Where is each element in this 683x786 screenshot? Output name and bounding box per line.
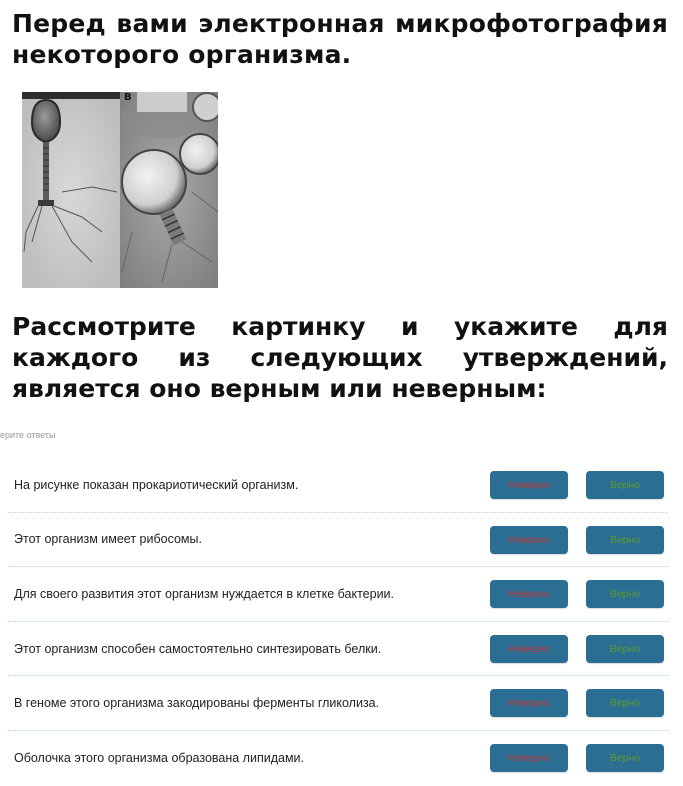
true-button[interactable]: Верно [586,744,664,772]
figure-label: В [124,92,132,103]
statement-row [8,567,668,622]
false-button[interactable]: Неверно [490,689,568,717]
statement-text: Для своего развития этот организм нуждается в клетке бактерии. [14,586,395,601]
true-button[interactable]: Верно [586,580,664,608]
statement-row [8,731,668,786]
statement-row [8,458,668,513]
hint-text: ерите ответы [0,430,56,440]
statement-text: Оболочка этого организма образована липидами. [14,751,304,766]
false-button[interactable]: Неверно [490,635,568,663]
statement-text: В геноме этого организма закодированы ферменты гликолиза. [14,696,380,711]
question-text: Рассмотрите картинку и укажите для каждого из следующих утверждений, является оно верным или неверным: [12,312,668,403]
false-button[interactable]: Неверно [490,471,568,499]
statements-list [8,458,668,786]
bacteriophage-micrograph [22,92,218,288]
statement-row [8,676,668,731]
statement-row [8,513,668,568]
statement-text: Этот организм способен самостоятельно синтезировать белки. [14,641,382,656]
true-button[interactable]: Верно [586,635,664,663]
false-button[interactable]: Неверно [490,580,568,608]
false-button[interactable]: Неверно [490,526,568,554]
true-button[interactable]: Верно [586,526,664,554]
intro-text: Перед вами электронная микрофотография некоторого организма. [12,9,668,69]
micrograph-image [22,92,218,288]
statement-row [8,622,668,677]
true-button[interactable]: Верно [586,471,664,499]
false-button[interactable]: Неверно [490,744,568,772]
statement-text: Этот организм имеет рибосомы. [14,532,202,547]
true-button[interactable]: Верно [586,689,664,717]
statement-text: На рисунке показан прокариотический организм. [14,477,299,492]
